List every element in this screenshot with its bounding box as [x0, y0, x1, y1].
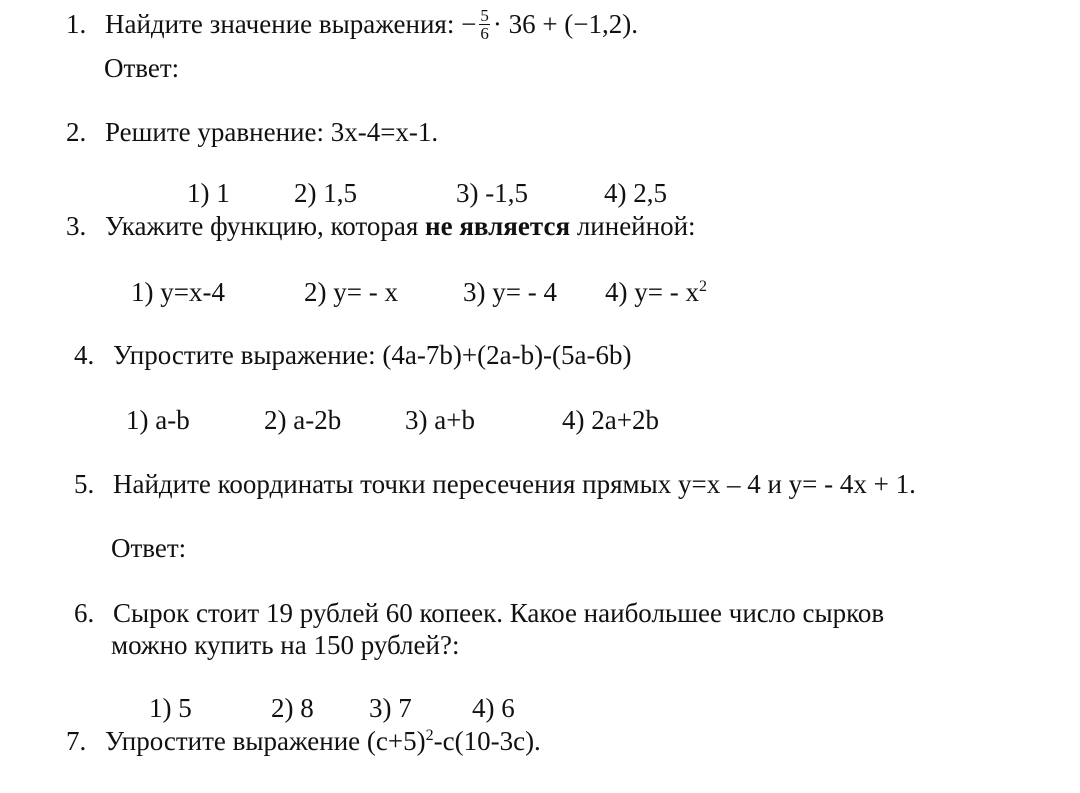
- q2-option-2: 2) 1,5: [294, 178, 357, 208]
- q1-minus: −: [461, 9, 477, 39]
- q4-option-1: 1) a-b: [126, 405, 190, 435]
- q5-answer-label: Ответ:: [111, 533, 187, 563]
- q7-number: 7.: [66, 726, 87, 756]
- q6-number: 6.: [74, 598, 95, 628]
- q3-option-2: 2) у= - х: [304, 277, 398, 307]
- q4-option-3: 3) a+b: [405, 405, 475, 435]
- q5-text: Найдите координаты точки пересечения прямых у=х – 4 и у= - 4х + 1.: [113, 469, 916, 499]
- q6-option-3: 3) 7: [369, 693, 412, 723]
- q3-option-1: 1) у=х-4: [131, 277, 225, 307]
- q6-text-line1: Сырок стоит 19 рублей 60 копеек. Какое наибольшее число сырков: [113, 598, 885, 628]
- q1-answer-label: Ответ:: [104, 53, 180, 83]
- q1-number: 1.: [66, 9, 87, 39]
- q4-text: Упростите выражение: (4а-7b)+(2a-b)-(5a-6b): [113, 340, 632, 370]
- q3-bold-text: не является: [425, 211, 571, 241]
- q7-text: Упростите выражение (с+5): [105, 726, 426, 756]
- q3-option-4: [605, 276, 707, 308]
- q6-option-1: 1) 5: [149, 693, 192, 723]
- q4-option-4: 4) 2a+2b: [562, 405, 659, 435]
- q3-number: 3.: [66, 211, 87, 241]
- q2-text: Решите уравнение: 3х-4=х-1.: [105, 117, 439, 147]
- q1-frac-denominator: 6: [480, 24, 489, 44]
- q3-option-3: 3) у= - 4: [463, 277, 557, 307]
- q3-line: [66, 210, 696, 242]
- q7-text-after: -с(10-3с).: [433, 726, 541, 756]
- q5-number: 5.: [74, 469, 95, 499]
- q2-option-4: 4) 2,5: [604, 178, 667, 208]
- q2-option-1: 1) 1: [187, 178, 230, 208]
- q2-option-3: 3) -1,5: [456, 178, 528, 208]
- q6-line: [74, 597, 884, 629]
- q6-text-line2: можно купить на 150 рублей?:: [111, 630, 460, 660]
- q7-exponent: 2: [425, 727, 434, 744]
- q2-line: [66, 116, 438, 148]
- q1-frac-numerator: 5: [480, 6, 489, 26]
- q5-line: [74, 468, 916, 500]
- q4-number: 4.: [74, 340, 95, 370]
- q3-text-after: линейной:: [570, 211, 696, 241]
- q7-line: [66, 725, 541, 757]
- q1-text-after: · 36 + (−1,2).: [492, 9, 639, 39]
- q4-option-2: 2) a-2b: [264, 405, 342, 435]
- q1-fraction: [479, 7, 490, 42]
- q4-line: [74, 339, 632, 371]
- q6-option-2: 2) 8: [271, 693, 314, 723]
- q1-line: [66, 8, 638, 44]
- q6-option-4: 4) 6: [472, 693, 515, 723]
- q2-number: 2.: [66, 117, 87, 147]
- q3-text: Укажите функцию, которая: [105, 211, 426, 241]
- q3-option-4-base: 4) у= - х: [605, 277, 699, 307]
- q3-option-4-exponent: 2: [698, 278, 707, 295]
- q1-text: Найдите значение выражения:: [105, 9, 462, 39]
